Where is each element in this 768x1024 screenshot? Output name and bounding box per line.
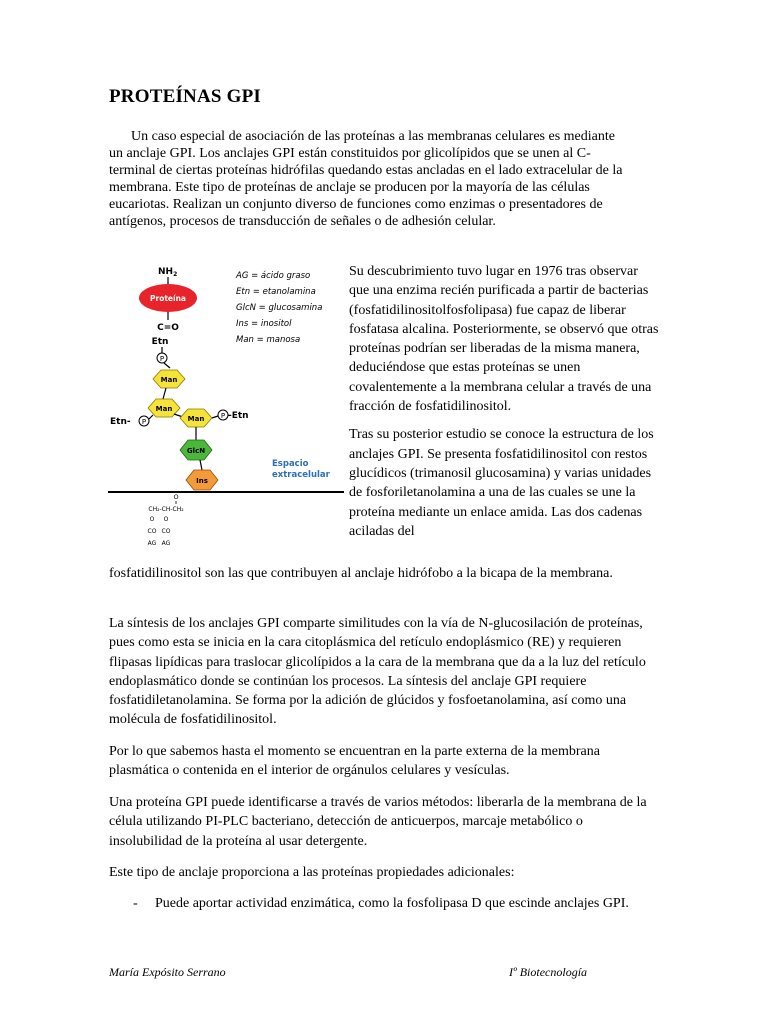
page-title: PROTEÍNAS GPI — [109, 86, 261, 107]
svg-text:CO: CO — [161, 528, 171, 535]
synthesis-paragraph: La síntesis de los anclajes GPI comparte similitudes con la vía de N-glucosilación de proteínas, pues como esta se inicia en la cara citoplásmica del retículo endoplásmico (RE) y requieren flipasas lipídicas para traslocar glicolípidos a la cara de la membrana que da a la luz del retículo endoplasmático donde se continúan los procesos. La síntesis del anclaje GPI requiere fosfatidiletanolamina. Se forma por la adición de glúcidos y fosfoetanolamina, así como una molécula de fosfatidilinositol. — [109, 616, 646, 728]
svg-text:O: O — [173, 493, 179, 501]
svg-text:GlcN: GlcN — [186, 447, 206, 455]
svg-text:AG: AG — [161, 540, 171, 547]
svg-text:Man: Man — [160, 376, 178, 384]
legend-glcn: GlcN = glucosamina — [236, 303, 323, 313]
structure-paragraph-continuation: fosfatidilinositol son las que contribuyen al anclaje hidrófobo a la bicapa de la membrana. — [109, 566, 613, 581]
properties-intro-paragraph: Este tipo de anclaje proporciona a las proteínas propiedades adicionales: — [109, 865, 515, 880]
etn-right-label: -Etn — [228, 411, 249, 421]
svg-text:Man: Man — [155, 405, 173, 413]
svg-text:O: O — [163, 516, 169, 523]
protein-label: Proteína — [150, 294, 186, 303]
svg-text:P: P — [141, 418, 147, 426]
legend-ag: AG = ácido graso — [236, 271, 311, 281]
svg-text:O: O — [149, 516, 155, 523]
footer-course: Iº Biotecnología — [509, 965, 588, 979]
svg-text:P: P — [220, 412, 226, 420]
methods-paragraph: Una proteína GPI puede identificarse a través de varios métodos: liberarla de la membrana de la célula utilizando PI-PLC bacteriano, detección de anticuerpos, marcaje metabólico o insolubilidad de la proteína al usar detergente. — [109, 795, 647, 849]
svg-text:P: P — [159, 355, 165, 363]
bullet-text: Puede aportar actividad enzimática, como la fosfolipasa D que escinde anclajes GPI. — [155, 896, 629, 911]
legend-ins: Ins = inositol — [236, 319, 292, 329]
svg-text:Man: Man — [187, 415, 205, 423]
space-label-1: Espacio — [272, 459, 309, 469]
space-label-2: extracelular — [272, 470, 330, 480]
etn-label: Etn — [151, 337, 169, 347]
etn-left-label: Etn- — [110, 417, 131, 427]
footer-author: María Expósito Serrano — [109, 965, 226, 979]
svg-text:Ins: Ins — [196, 477, 208, 485]
legend-etn: Etn = etanolamina — [236, 287, 316, 297]
intro-paragraph: Un caso especial de asociación de las proteínas a las membranas celulares es mediante un anclaje GPI. Los anclajes GPI están constituidos por glicolípidos que se unen al C-terminal de ciertas proteínas hidrófilas quedando estas ancladas en el lado extracelular de la membrana. Este tipo de proteínas de anclaje se producen por la mayoría de las células eucariotas. Realizan un conjunto diverso de funciones como enzimas o presentadores de antígenos, procesos de transducción de señales o de adhesión celular. — [109, 129, 623, 229]
nh2-label: $NH_2$ — [158, 267, 178, 278]
structure-paragraph: Tras su posterior estudio se conoce la estructura de los anclajes GPI. Se presenta fosfatidilinositol con restos glucídicos (trimanosil glucosamina) y varias unidades de fosforiletanolamina a una de las cuales se une la proteína mediante un enlace amida. Las dos cadenas aciladas del — [349, 427, 654, 539]
figure-side-text — [349, 262, 661, 550]
gpi-anchor-diagram — [108, 262, 344, 554]
svg-text:CO: CO — [147, 528, 157, 535]
svg-text:AG: AG — [147, 540, 157, 547]
bullet-dash: - — [133, 896, 138, 911]
lipid-chain-label: CH₂-CH-CH₂ — [148, 506, 184, 513]
co-label: C=O — [157, 323, 179, 333]
location-paragraph: Por lo que sabemos hasta el momento se encuentran en la parte externa de la membrana plasmática o contenida en el interior de orgánulos celulares y vesículas. — [109, 744, 600, 779]
discovery-paragraph: Su descubrimiento tuvo lugar en 1976 tras observar que una enzima recién purificada a partir de bacterias (fosfatidilinositolfosfolipasa) fue capaz de liberar fosfatasa alcalina. Posteriormente, se observó que otras proteínas podrían ser liberadas de la misma manera, deduciéndose que estas proteínas se unen covalentemente a la membrana celular a través de una fracción de fosfatidilinositol. — [349, 264, 659, 415]
legend-man: Man = manosa — [236, 335, 301, 345]
